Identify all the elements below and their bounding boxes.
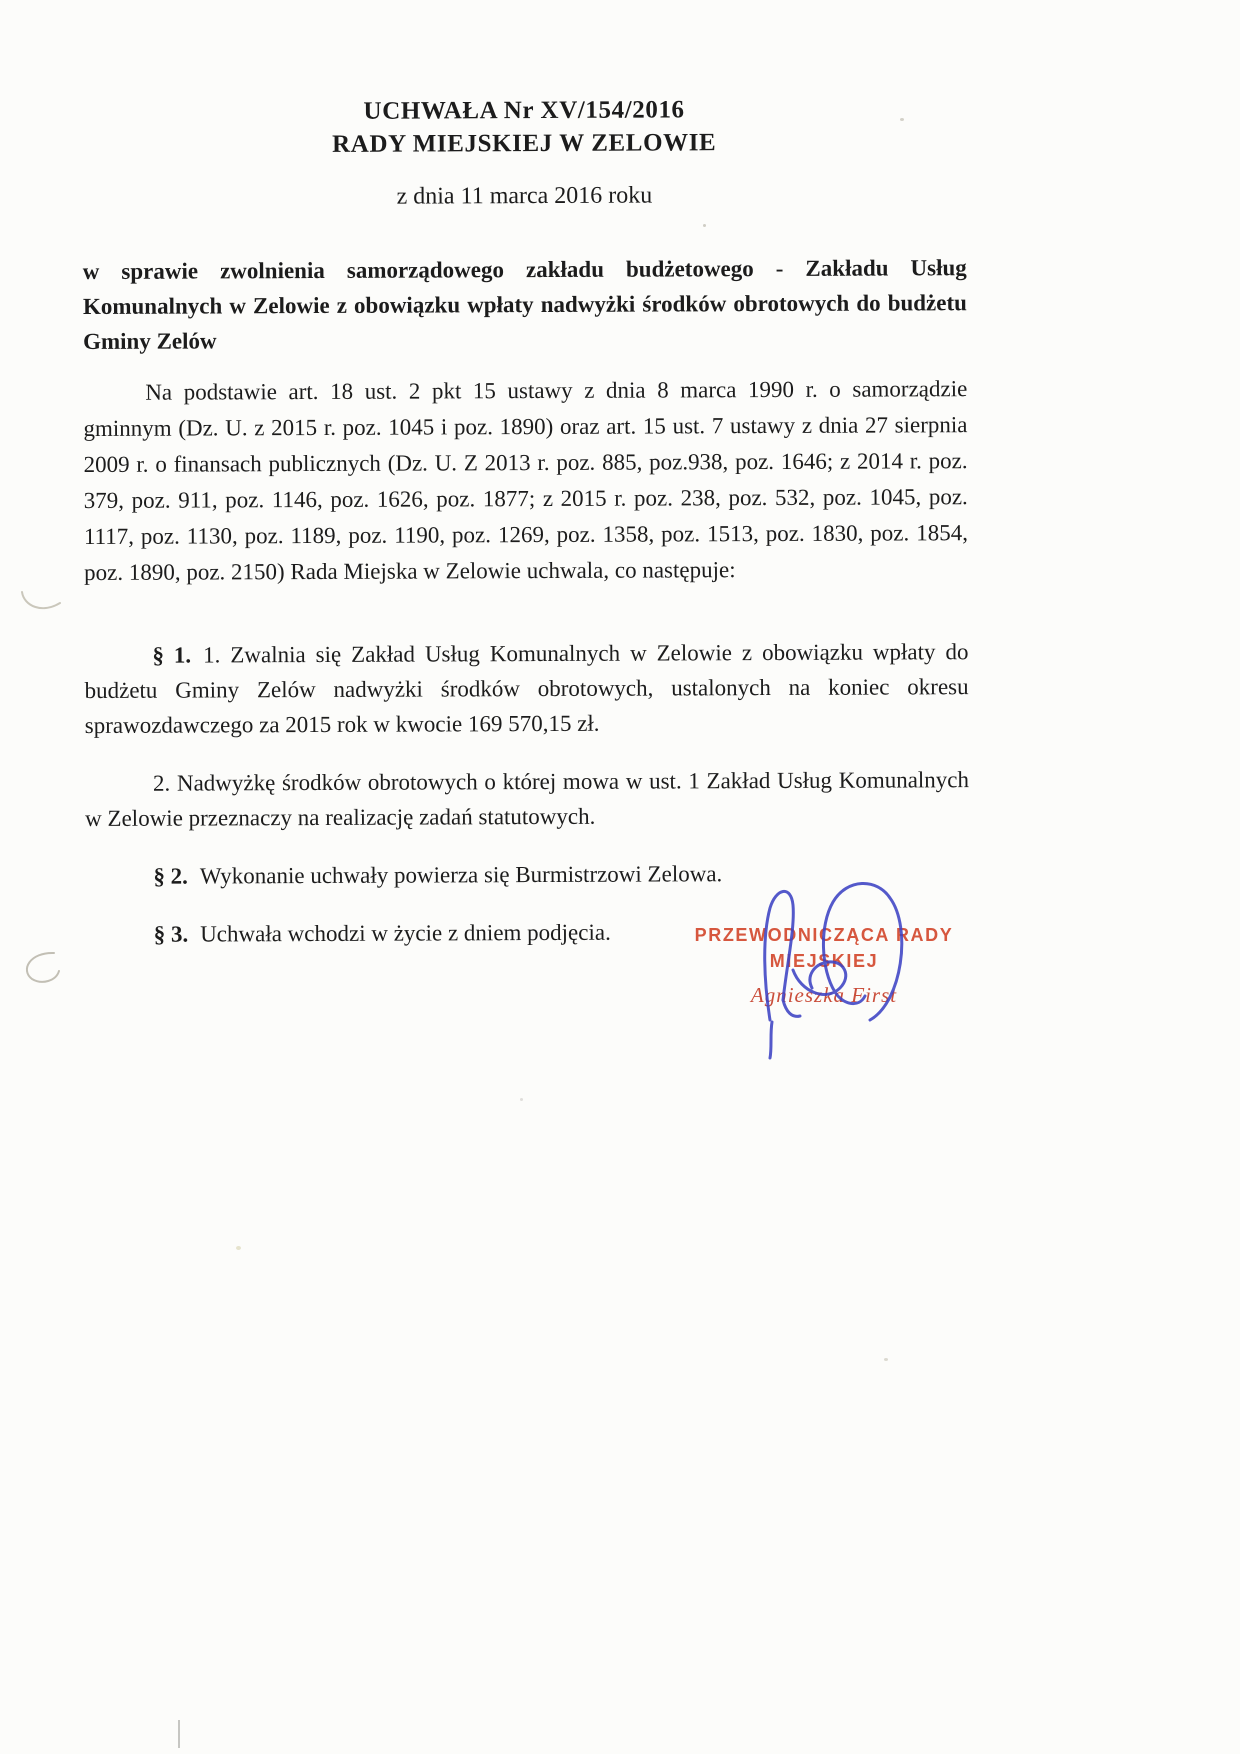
stamp-title-line-1: PRZEWODNICZĄCA RADY bbox=[694, 925, 954, 945]
stamp-signee-name: Agnieszka First bbox=[750, 983, 898, 1007]
section-1-paragraph-1 bbox=[84, 634, 968, 743]
section-3-label: § 3. bbox=[153, 921, 189, 947]
scan-speck bbox=[703, 224, 706, 227]
signature-block bbox=[688, 922, 960, 1008]
document-body bbox=[82, 92, 970, 975]
resolution-subject: w sprawie zwolnienia samorządowego zakładu budżetowego - Zakładu Usług Komunalnych w Zelowie z obowiązku wpłaty nadwyżki środków obrotowych do budżetu Gminy Zelów bbox=[82, 255, 967, 354]
section-1-paragraph-2 bbox=[85, 762, 969, 836]
scan-speck bbox=[900, 118, 904, 121]
section-1-paragraph-1-text: 1. Zwalnia się Zakład Usług Komunalnych w Zelowie z obowiązku wpłaty do budżetu Gminy Zelów nadwyżki środków obrotowych, ustalonych na koniec okresu sprawozdawczego za 2015 rok w kwocie 169 570,15 zł. bbox=[84, 639, 969, 738]
scan-artifact-curve bbox=[20, 588, 62, 614]
section-2-paragraph bbox=[85, 855, 969, 894]
council-name-title: RADY MIEJSKIEJ W ZELOWIE bbox=[332, 129, 717, 158]
section-3-text: Uchwała wchodzi w życie z dniem podjęcia. bbox=[200, 919, 611, 947]
section-1-paragraph-2-text: 2. Nadwyżkę środków obrotowych o której mowa w ust. 1 Zakład Usług Komunalnych w Zelowie przeznaczy na realizację zadań statutowych. bbox=[85, 767, 970, 831]
scan-artifact-curl bbox=[20, 950, 62, 986]
scan-speck bbox=[884, 1358, 888, 1361]
scan-speck bbox=[520, 1098, 523, 1101]
legal-basis-paragraph: Na podstawie art. 18 ust. 2 pkt 15 ustawy z dnia 8 marca 1990 r. o samorządzie gminnym (Dz. U. z 2015 r. poz. 1045 i poz. 1890) oraz art. 15 ust. 7 ustawy z dnia 27 sierpnia 2009 r. o finansach publicznych (Dz. U. Z 2013 r. poz. 885, poz.938, poz. 1646; z 2014 r. poz. 379, poz. 911, poz. 1146, poz. 1626, poz. 1877; z 2015 r. poz. 238, poz. 532, poz. 1045, poz. 1117, poz. 1130, poz. 1189, poz. 1190, poz. 1269, poz. 1358, poz. 1513, poz. 1830, poz. 1854, poz. 1890, poz. 2150) Rada Miejska w Zelowie uchwala, co następuje: bbox=[83, 376, 968, 585]
section-1-label: § 1. bbox=[152, 642, 192, 668]
resolution-number-title: UCHWAŁA Nr XV/154/2016 bbox=[363, 96, 685, 125]
scan-speck bbox=[236, 1246, 241, 1250]
section-2-text: Wykonanie uchwały powierza się Burmistrzowi Zelowa. bbox=[199, 861, 723, 889]
scan-artifact-line bbox=[178, 1720, 180, 1748]
resolution-date: z dnia 11 marca 2016 roku bbox=[396, 182, 653, 210]
section-2-label: § 2. bbox=[153, 863, 188, 889]
stamp-title-line-2: MIEJSKIEJ bbox=[769, 951, 879, 971]
